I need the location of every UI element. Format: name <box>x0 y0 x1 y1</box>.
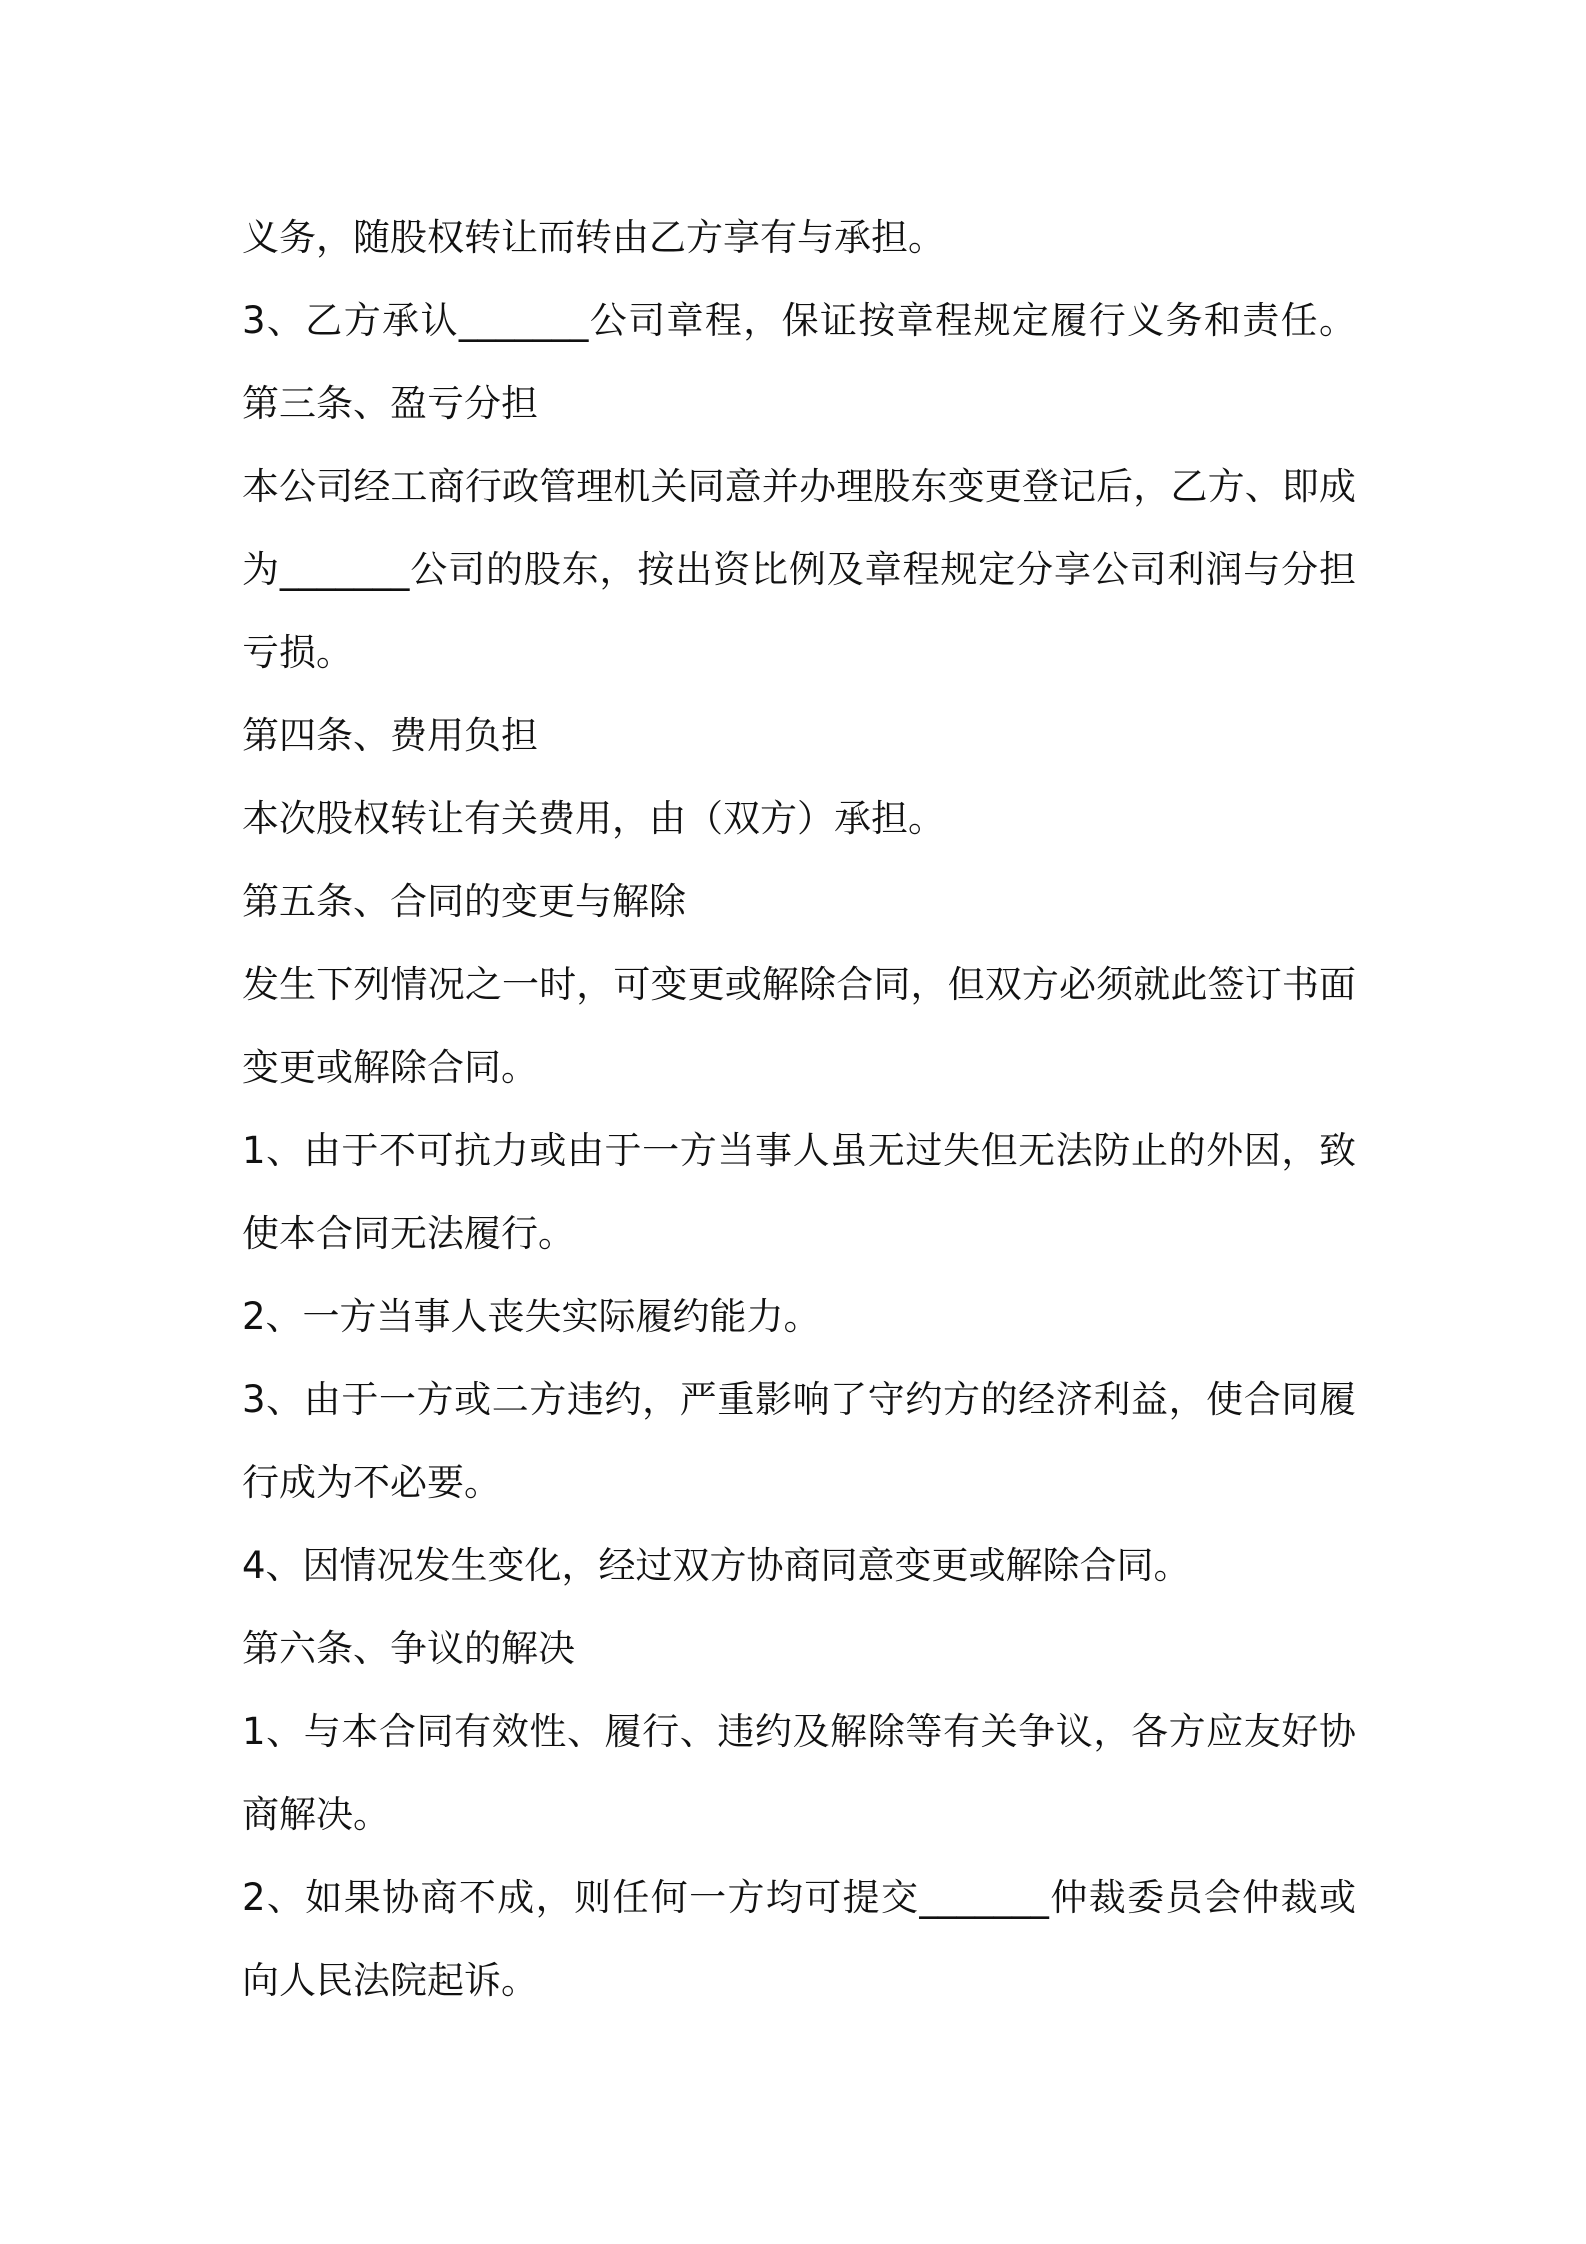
section-heading: 第三条、盈亏分担 <box>242 382 538 425</box>
text-line: 3、乙方承认_______公司章程，保证按章程规定履行义务和责任。 <box>242 299 1356 342</box>
text-line: 义务，随股权转让而转由乙方享有与承担。 <box>242 216 945 259</box>
text-line: 变更或解除合同。 <box>242 1046 538 1089</box>
text-line: 向人民法院起诉。 <box>242 1959 538 2002</box>
text-line: 2、如果协商不成，则任何一方均可提交_______仲裁委员会仲裁或 <box>242 1876 1356 1919</box>
text-line: 行成为不必要。 <box>242 1461 501 1504</box>
text-line: 4、因情况发生变化，经过双方协商同意变更或解除合同。 <box>242 1544 1191 1587</box>
text-line: 2、一方当事人丧失实际履约能力。 <box>242 1295 821 1338</box>
text-line: 亏损。 <box>242 631 353 674</box>
text-line: 本公司经工商行政管理机关同意并办理股东变更登记后，乙方、即成 <box>242 465 1356 508</box>
section-heading: 第四条、费用负担 <box>242 714 538 757</box>
text-line: 商解决。 <box>242 1793 390 1836</box>
text-line: 发生下列情况之一时，可变更或解除合同，但双方必须就此签订书面 <box>242 963 1356 1006</box>
text-line: 本次股权转让有关费用，由（双方）承担。 <box>242 797 945 840</box>
text-line: 1、由于不可抗力或由于一方当事人虽无过失但无法防止的外因，致 <box>242 1129 1356 1172</box>
text-line: 3、由于一方或二方违约，严重影响了守约方的经济利益，使合同履 <box>242 1378 1356 1421</box>
contract-page <box>242 196 1362 2022</box>
section-heading: 第五条、合同的变更与解除 <box>242 880 686 923</box>
text-line: 1、与本合同有效性、履行、违约及解除等有关争议，各方应友好协 <box>242 1710 1356 1753</box>
text-line: 使本合同无法履行。 <box>242 1212 575 1255</box>
section-heading: 第六条、争议的解决 <box>242 1627 575 1670</box>
text-line: 为_______公司的股东，按出资比例及章程规定分享公司利润与分担 <box>242 548 1356 591</box>
